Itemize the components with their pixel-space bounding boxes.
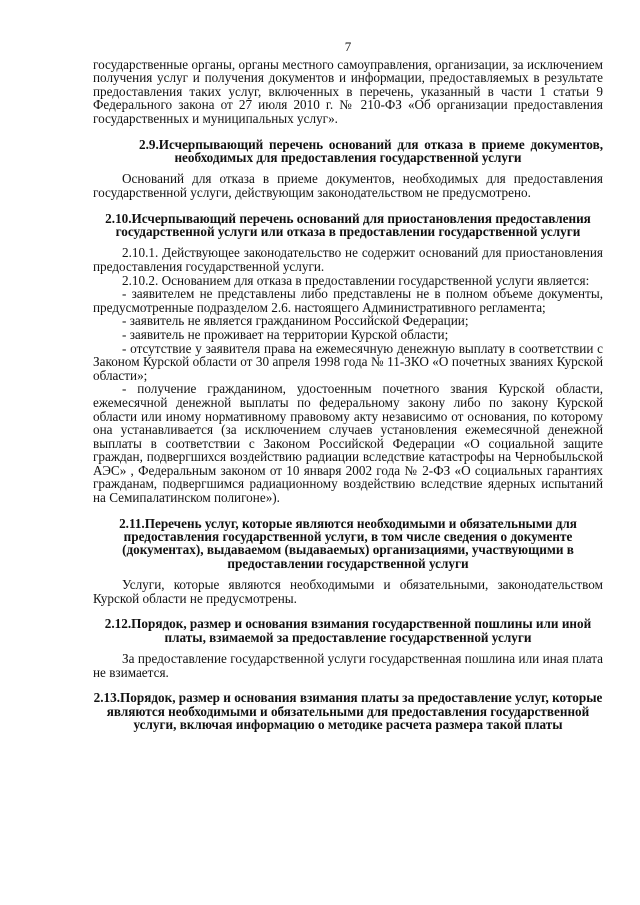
section-2-9-text: Оснований для отказа в приеме документов, необходимых для предоставления государственной услуги, действующим законодательством не предусмотрено. [93,171,603,200]
document-page [93,40,603,740]
intro-paragraph: государственные органы, органы местного самоуправления, организации, за исключением получения услуг и получения документов и информации, предоставляемых в результате предоставления таких услуг, включенных в перечень, указанный в части 1 статьи 9 Федерального закона от 27 июля 2010 г. № 210-ФЗ «Об организации предоставления государственных и муниципальных услуг». [93,56,603,126]
section-2-10-heading: 2.10.Исчерпывающий перечень оснований для приостановления предоставления государственной услуги или отказа в предоставлении государственной услуги [105,210,591,239]
refusal-ground-item: - отсутствие у заявителя права на ежемесячную денежную выплату в соответствии с Законом Курской области от 30 апреля 1998 года № 11-ЗКО «О почетных званиях Курской области»; [93,340,603,383]
section-2-9-heading: 2.9.Исчерпывающий перечень оснований для отказа в приеме документов, необходимых для предоставления государственной услуги [139,136,603,165]
refusal-ground-item: - заявитель не является гражданином Российской Федерации; [122,313,469,329]
section-2-12-text: За предоставление государственной услуги государственная пошлина или иная плата не взимается. [93,651,603,680]
section-2-10-paragraph-2: 2.10.2. Основанием для отказа в предоставлении государственной услуги является: [122,272,590,288]
section-2-10-paragraph-1: 2.10.1. Действующее законодательство не содержит оснований для приостановления предоставления государственной услуги. [93,245,603,274]
page-number: 7 [344,39,352,54]
section-2-13-heading: 2.13.Порядок, размер и основания взимания платы за предоставление услуг, которые являются необходимыми и обязательными для предоставления государственной услуги, включая информацию о методике расчета размера такой платы [93,690,603,733]
section-2-11-text: Услуги, которые являются необходимыми и обязательными, законодательством Курской области не предусмотрены. [93,577,603,606]
refusal-ground-item: - получение гражданином, удостоенным почетного звания Курской области, ежемесячной денежной выплаты по федеральному закону либо по закону Курской области или иному нормативному правовому акту независимо от основания, по которому она устанавливается (за исключением случаев установления ежемесячной денежной выплаты в соответствии с Законом Российской Федерации «О социальной защите граждан, подвергшихся воздействию радиации вследствие катастрофы на Чернобыльской АЭС» , Федеральным законом от 10 января 2002 года № 2-ФЗ «О социальных гарантиях гражданам, подвергшимся радиационному воздействию вследствие ядерных испытаний на Семипалатинском полигоне»). [93,381,603,506]
section-2-12-heading: 2.12.Порядок, размер и основания взимания государственной пошлины или иной платы, взимаемой за предоставление государственной услуги [104,616,592,645]
refusal-ground-item: - заявитель не проживает на территории Курской области; [122,326,449,342]
section-2-11-heading: 2.11.Перечень услуг, которые являются необходимыми и обязательными для предоставления государственной услуги, в том числе сведения о документе (документах), выдаваемом (выдаваемых) организациями, участвующими в предоставлении государственной услуги [119,515,577,571]
refusal-ground-item: - заявителем не представлены либо представлены не в полном объеме документы, предусмотренные подразделом 2.6. настоящего Административного регламента; [93,286,603,315]
